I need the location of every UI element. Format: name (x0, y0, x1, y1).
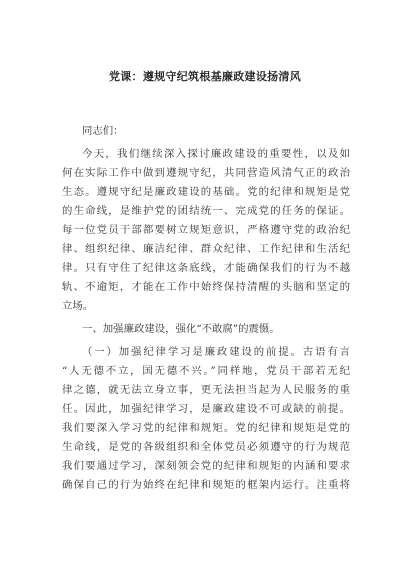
paragraph-line: 立场。 (62, 300, 94, 312)
paragraph-line: 何在实际工作中做到遵规守纪，共同营造风清气正的政治 (62, 167, 350, 179)
paragraph-line: 律、组织纪律、廉洁纪律、群众纪律、工作纪律和生活纪 (62, 243, 350, 255)
paragraph-line: 律之德，就无法立身立事，更无法担当起为人民服务的重 (62, 384, 350, 396)
paragraph-line: （一）加强纪律学习是廉政建设的前提。古语有言 (82, 346, 350, 358)
paragraph-line: 今天，我们继续深入探讨廉政建设的重要性，以及如 (82, 148, 350, 160)
paragraph-line: 确保自己的行为始终在纪律和规矩的框架内运行。注重将 (62, 479, 350, 491)
paragraph-line: 律。只有守住了纪律这条底线，才能确保我们的行为不越 (62, 262, 350, 274)
section-heading: 一、加强廉政建设，强化“不敢腐”的震慑。 (82, 323, 280, 335)
paragraph-line: 的生命线，是维护党的团结统一、完成党的任务的保证。 (62, 205, 350, 217)
paragraph-line: “人无德不立，国无德不兴。”同样地，党员干部若无纪 (62, 365, 350, 377)
paragraph-line: 我们要通过学习，深刻领会党的纪律和规矩的内涵和要求 (62, 460, 350, 472)
paragraph-line: 生命线，是党的各级组织和全体党员必须遵守的行为规范 (62, 441, 350, 453)
paragraph-line: 每一位党员干部都要树立规矩意识，严格遵守党的政治纪 (62, 224, 350, 236)
document-title: 党课：遵规守纪筑根基廉政建设扬清风 (108, 70, 302, 83)
greeting: 同志们： (82, 125, 124, 137)
paragraph-line: 任。因此，加强纪律学习，是廉政建设不可或缺的前提。 (62, 403, 350, 415)
paragraph-line: 轨、不逾矩，才能在工作中始终保持清醒的头脑和坚定的 (62, 281, 350, 293)
paragraph-line: 生态。遵规守纪是廉政建设的基础。党的纪律和规矩是党 (62, 186, 350, 198)
paragraph-line: 我们要深入学习党的纪律和规矩。党的纪律和规矩是党的 (62, 422, 350, 434)
